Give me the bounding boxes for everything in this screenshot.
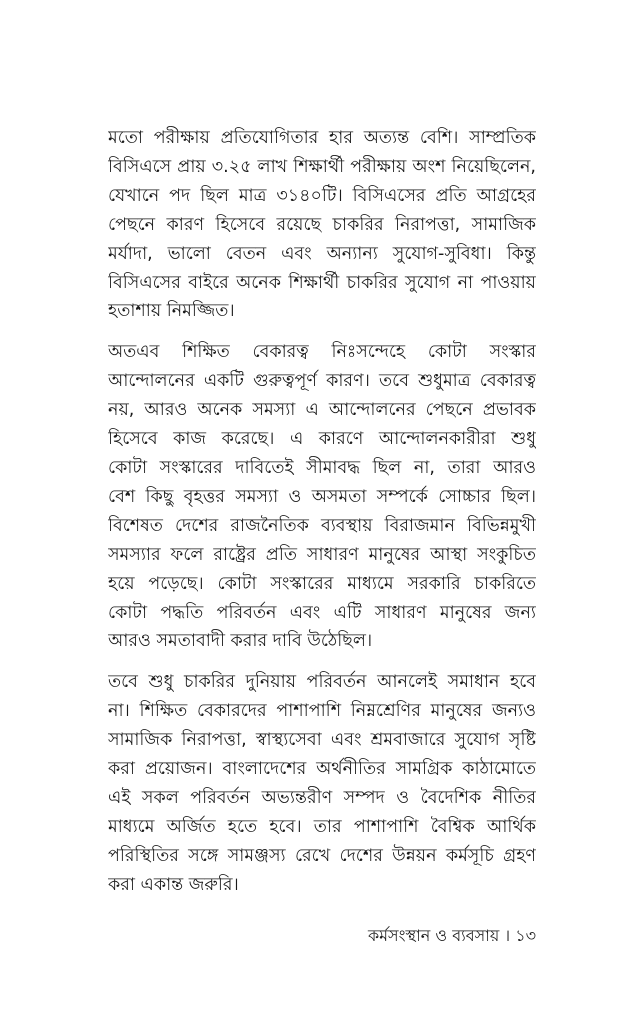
text-line: কোটা পদ্ধতি পরিবর্তন এবং এটি সাধারণ মানুষের জন্য bbox=[108, 602, 536, 623]
paragraph-1 bbox=[108, 124, 536, 326]
text-line: মতো পরীক্ষায় প্রতিযোগিতার হার অত্যন্ত বেশি। সাম্প্রতিক bbox=[108, 128, 536, 148]
text-line: এই সকল পরিবর্তন অভ্যন্তরীণ সম্পদ ও বৈদেশিক নীতির bbox=[108, 787, 536, 808]
text-line: বিসিএসের বাইরে অনেক শিক্ষার্থী চাকরির সুযোগ না পাওয়ায় bbox=[108, 272, 536, 293]
text-line: পেছনে কারণ হিসেবে রয়েছে চাকরির নিরাপত্তা, সামাজিক bbox=[108, 214, 536, 235]
text-line: অতএব শিক্ষিত বেকারত্ব নিঃসন্দেহে কোটা সংস্কার bbox=[108, 342, 536, 363]
text-line: মর্যাদা, ভালো বেতন এবং অন্যান্য সুযোগ-সুবিধা। কিন্তু bbox=[108, 243, 536, 264]
text-line: নয়, আরও অনেক সমস্যা এ আন্দোলনের পেছনে প্রভাবক bbox=[108, 400, 536, 421]
text-line: পরিস্থিতির সঙ্গে সামঞ্জস্য রেখে দেশের উন্নয়ন কর্মসূচি গ্রহণ bbox=[108, 845, 536, 866]
text-line: করা একান্ত জরুরি। bbox=[108, 874, 239, 895]
text-line: না। শিক্ষিত বেকারদের পাশাপাশি নিম্নশ্রেণির মানুষের জন্যও bbox=[108, 701, 536, 722]
text-line: কোটা সংস্কারের দাবিতেই সীমাবদ্ধ ছিল না, তারা আরও bbox=[108, 457, 536, 478]
text-line: হয়ে পড়েছে। কোটা সংস্কারের মাধ্যমে সরকারি চাকরিতে bbox=[108, 573, 536, 594]
text-line: বেশ কিছু বৃহত্তর সমস্যা ও অসমতা সম্পর্কে সোচ্চার ছিল। bbox=[108, 486, 536, 507]
text-line: বিসিএসে প্রায় ৩.২৫ লাখ শিক্ষার্থী পরীক্ষায় অংশ নিয়েছিলেন, bbox=[108, 156, 536, 177]
text-line: মাধ্যমে অর্জিত হতে হবে। তার পাশাপাশি বৈশ্বিক আর্থিক bbox=[108, 816, 536, 837]
page-footer: কর্মসংস্থান ও ব্যবসায় । ১৩ bbox=[367, 926, 536, 945]
text-line: আন্দোলনের একটি গুরুত্বপূর্ণ কারণ। তবে শুধুমাত্র বেকারত্ব bbox=[108, 371, 536, 392]
text-line: সামাজিক নিরাপত্তা, স্বাস্থ্যসেবা এবং শ্রমবাজারে সুযোগ সৃষ্টি bbox=[108, 730, 536, 751]
text-line: যেখানে পদ ছিল মাত্র ৩১৪০টি। বিসিএসের প্রতি আগ্রহের bbox=[108, 185, 536, 206]
paragraph-3 bbox=[108, 668, 536, 899]
text-line: হিসেবে কাজ করেছে। এ কারণে আন্দোলনকারীরা শুধু bbox=[108, 429, 536, 450]
body-text bbox=[108, 124, 536, 912]
text-line: হতাশায় নিমজ্জিত। bbox=[108, 301, 235, 322]
paragraph-2 bbox=[108, 338, 536, 656]
text-line: বিশেষত দেশের রাজনৈতিক ব্যবস্থায় বিরাজমান বিভিন্নমুখী bbox=[108, 515, 536, 536]
text-line: তবে শুধু চাকরির দুনিয়ায় পরিবর্তন আনলেই সমাধান হবে bbox=[108, 672, 536, 693]
text-line: আরও সমতাবাদী করার দাবি উঠেছিল। bbox=[108, 631, 373, 652]
text-line: সমস্যার ফলে রাষ্ট্রের প্রতি সাধারণ মানুষের আস্থা সংকুচিত bbox=[108, 544, 536, 565]
text-line: করা প্রয়োজন। বাংলাদেশের অর্থনীতির সামগ্রিক কাঠামোতে bbox=[108, 759, 536, 780]
